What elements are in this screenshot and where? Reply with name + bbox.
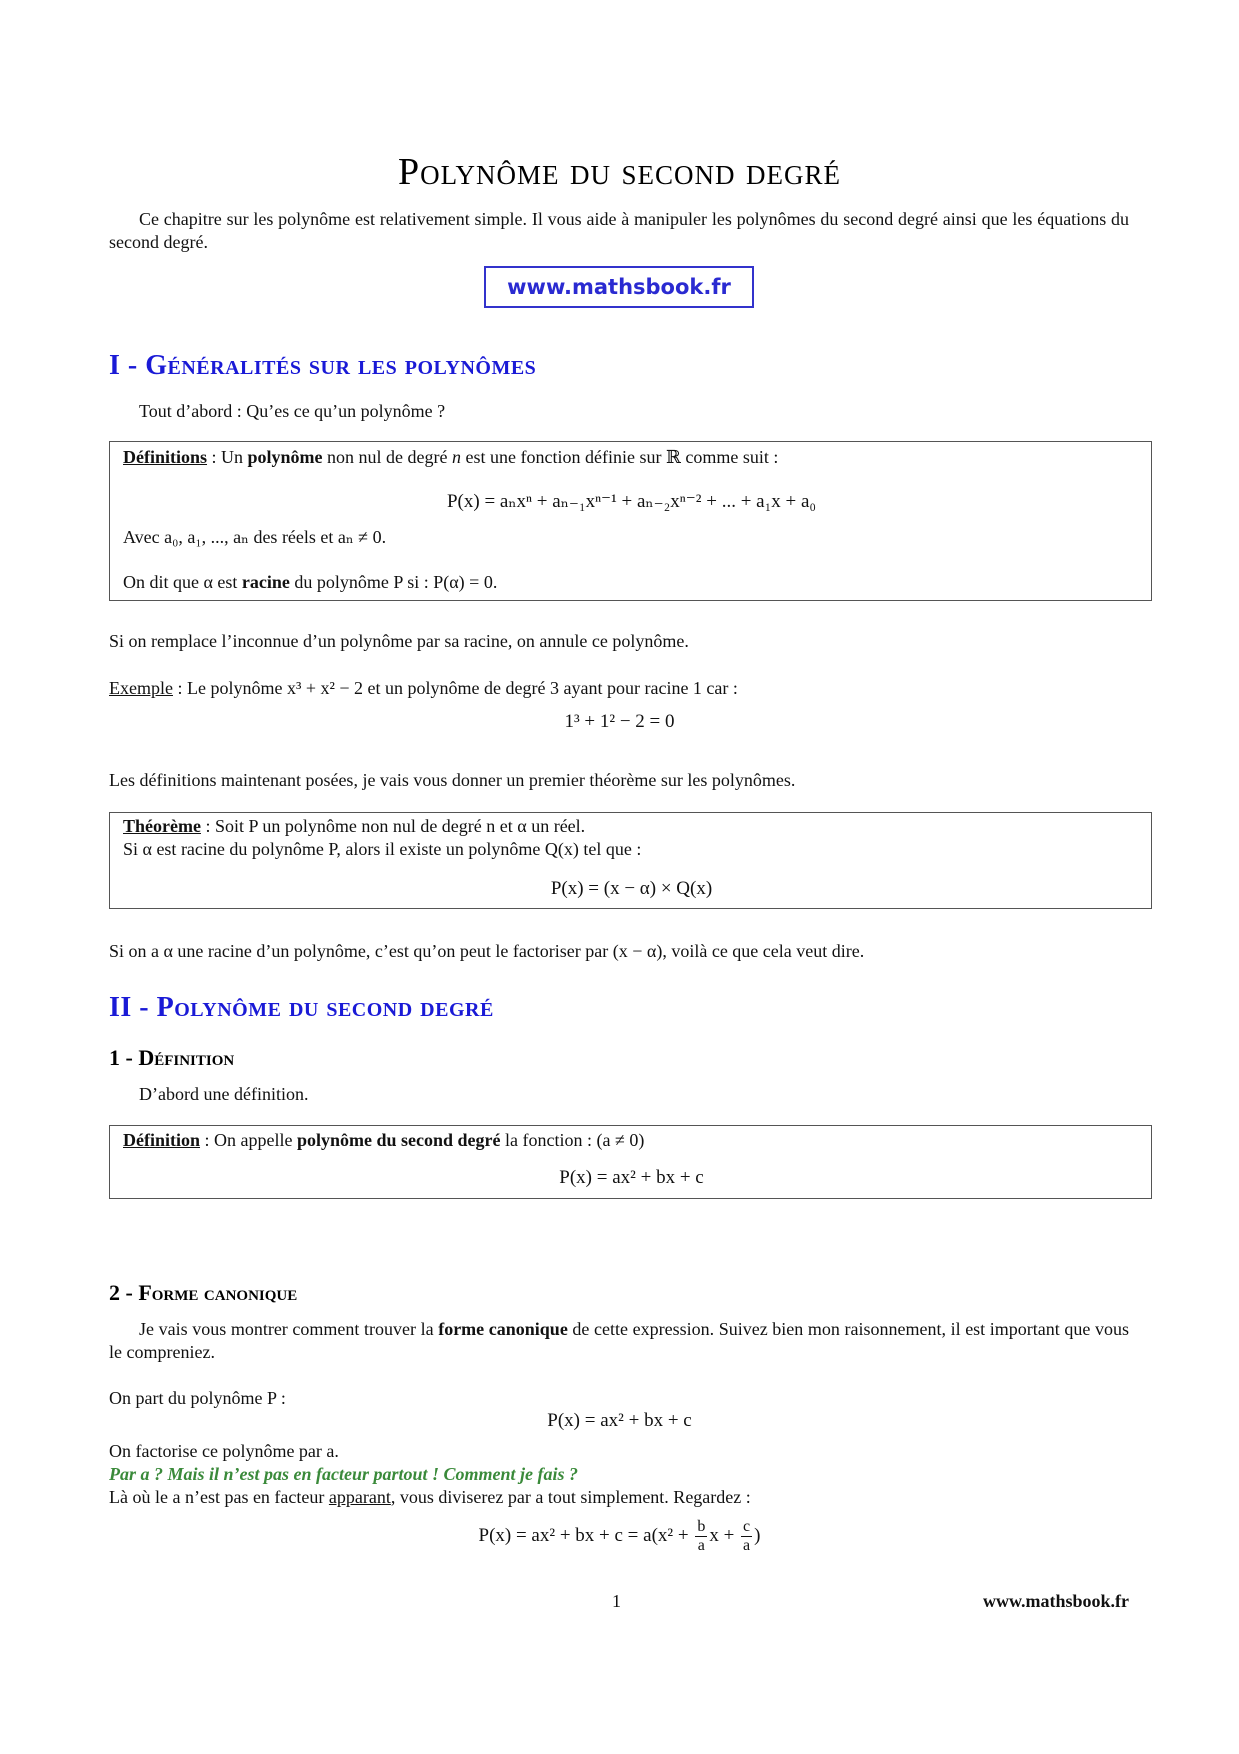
definitions-text-a: : Un xyxy=(207,447,248,467)
definitions-line1 xyxy=(123,446,1133,469)
after-theorem-text: Si on a α une racine d’un polynôme, c’est qu’on peut le factoriser par (x − α), voilà ce que cela veut dire. xyxy=(109,941,865,961)
frac2-denominator: a xyxy=(743,1537,751,1554)
canonical-formula-1: P(x) = ax² + bx + c xyxy=(547,1410,692,1431)
definitions-bold-term: polynôme xyxy=(247,447,323,467)
definitions-line3-a: On dit que α est xyxy=(123,572,242,592)
title-initial: P xyxy=(398,151,421,193)
definitions-line3-b: du polynôme P si : P(α) = 0. xyxy=(289,572,498,592)
website-link[interactable]: www.mathsbook.fr xyxy=(484,266,754,308)
theorem-box xyxy=(109,812,1152,909)
subsection-2-heading: 2 - Forme canonique xyxy=(109,1280,298,1305)
definitions-line3 xyxy=(123,571,497,594)
canonical-formula-2 xyxy=(0,1518,1239,1555)
canonical-text-b: de cette expression. Suivez bien mon raisonnement, il est important que vous le compreniez. xyxy=(109,1319,1129,1362)
definition-box xyxy=(109,1125,1152,1199)
answer-text xyxy=(109,1486,751,1509)
answer-text-a: Là où le a n’est pas en facteur xyxy=(109,1487,329,1507)
question-text: Par a ? Mais il n’est pas en facteur partout ! Comment je fais ? xyxy=(109,1464,579,1484)
definition-text-a: : On appelle xyxy=(200,1130,297,1150)
start-text: On part du polynôme P : xyxy=(109,1388,286,1408)
formula2-part-b: x + xyxy=(709,1524,740,1546)
subsection-1-lead: D’abord une définition. xyxy=(139,1084,309,1104)
definitions-label: Définitions xyxy=(123,447,208,467)
frac1-denominator: a xyxy=(697,1537,705,1554)
factor-text: On factorise ce polynôme par a. xyxy=(109,1441,339,1461)
definition-formula: P(x) = ax² + bx + c xyxy=(559,1167,704,1188)
theorem-line2: Si α est racine du polynôme P, alors il existe un polynôme Q(x) tel que : xyxy=(123,839,642,859)
formula2-part-a: P(x) = ax² + bx + c = a(x² + xyxy=(478,1524,694,1546)
example-formula: 1³ + 1² − 2 = 0 xyxy=(564,711,675,732)
frac1-numerator: b xyxy=(697,1518,706,1535)
answer-text-b: , vous diviserez par a tout simplement. Regardez : xyxy=(390,1487,751,1507)
canonical-paragraph xyxy=(109,1318,1129,1364)
subsection-1-heading: 1 - Définition xyxy=(109,1045,235,1070)
section-1-heading: I - Généralités sur les polynômes xyxy=(109,350,537,381)
after-definition-text: Si on remplace l’inconnue d’un polynôme par sa racine, on annule ce polynôme. xyxy=(109,631,689,651)
definitions-text-c: est une fonction définie sur ℝ comme suit : xyxy=(461,447,779,467)
fraction-b-over-a xyxy=(695,1518,707,1555)
section-2-heading: II - Polynôme du second degré xyxy=(109,992,494,1023)
definitions-box xyxy=(109,441,1152,601)
canonical-text-a: Je vais vous montrer comment trouver la xyxy=(139,1319,439,1339)
theorem-label: Théorème xyxy=(123,816,201,836)
footer-website[interactable]: www.mathsbook.fr xyxy=(982,1591,1129,1611)
frac2-numerator: c xyxy=(743,1518,751,1535)
definitions-var-n: n xyxy=(452,447,461,467)
definition-label: Définition xyxy=(123,1130,201,1150)
section-1-lead: Tout d’abord : Qu’es ce qu’un polynôme ? xyxy=(139,401,446,421)
definition-bold-term: polynôme du second degré xyxy=(297,1130,501,1150)
example-text: : Le polynôme x³ + x² − 2 et un polynôme de degré 3 ayant pour racine 1 car : xyxy=(172,678,738,698)
fraction-c-over-a xyxy=(741,1518,752,1555)
answer-underlined: apparant xyxy=(328,1487,391,1507)
example-line xyxy=(109,677,738,700)
theorem-line1 xyxy=(123,815,585,838)
title-rest: olynôme du second degré xyxy=(420,151,841,193)
theorem-formula: P(x) = (x − α) × Q(x) xyxy=(550,878,713,899)
before-theorem-text: Les définitions maintenant posées, je vais vous donner un premier théorème sur les polynômes. xyxy=(109,770,796,790)
definition-text-b: la fonction : (a ≠ 0) xyxy=(500,1130,645,1150)
canonical-bold-term: forme canonique xyxy=(438,1319,568,1339)
formula2-part-c: ) xyxy=(754,1524,761,1546)
definitions-line3-bold: racine xyxy=(241,572,290,592)
page-number: 1 xyxy=(612,1591,621,1611)
theorem-line1-text: : Soit P un polynôme non nul de degré n et α un réel. xyxy=(200,816,586,836)
page-title xyxy=(0,150,1239,194)
definitions-text-b: non nul de degré xyxy=(322,447,452,467)
definition-line xyxy=(123,1129,644,1152)
intro-paragraph: Ce chapitre sur les polynôme est relativement simple. Il vous aide à manipuler les polynômes du second degré ainsi que les équations du second degré. xyxy=(109,209,1129,252)
polynomial-formula: P(x) = aₙxⁿ + aₙ₋₁xⁿ⁻¹ + aₙ₋₂xⁿ⁻² + ... + a₁x + a₀ xyxy=(446,491,817,512)
example-label: Exemple xyxy=(109,678,173,698)
definitions-line2: Avec a₀, a₁, ..., aₙ des réels et aₙ ≠ 0. xyxy=(123,527,387,547)
